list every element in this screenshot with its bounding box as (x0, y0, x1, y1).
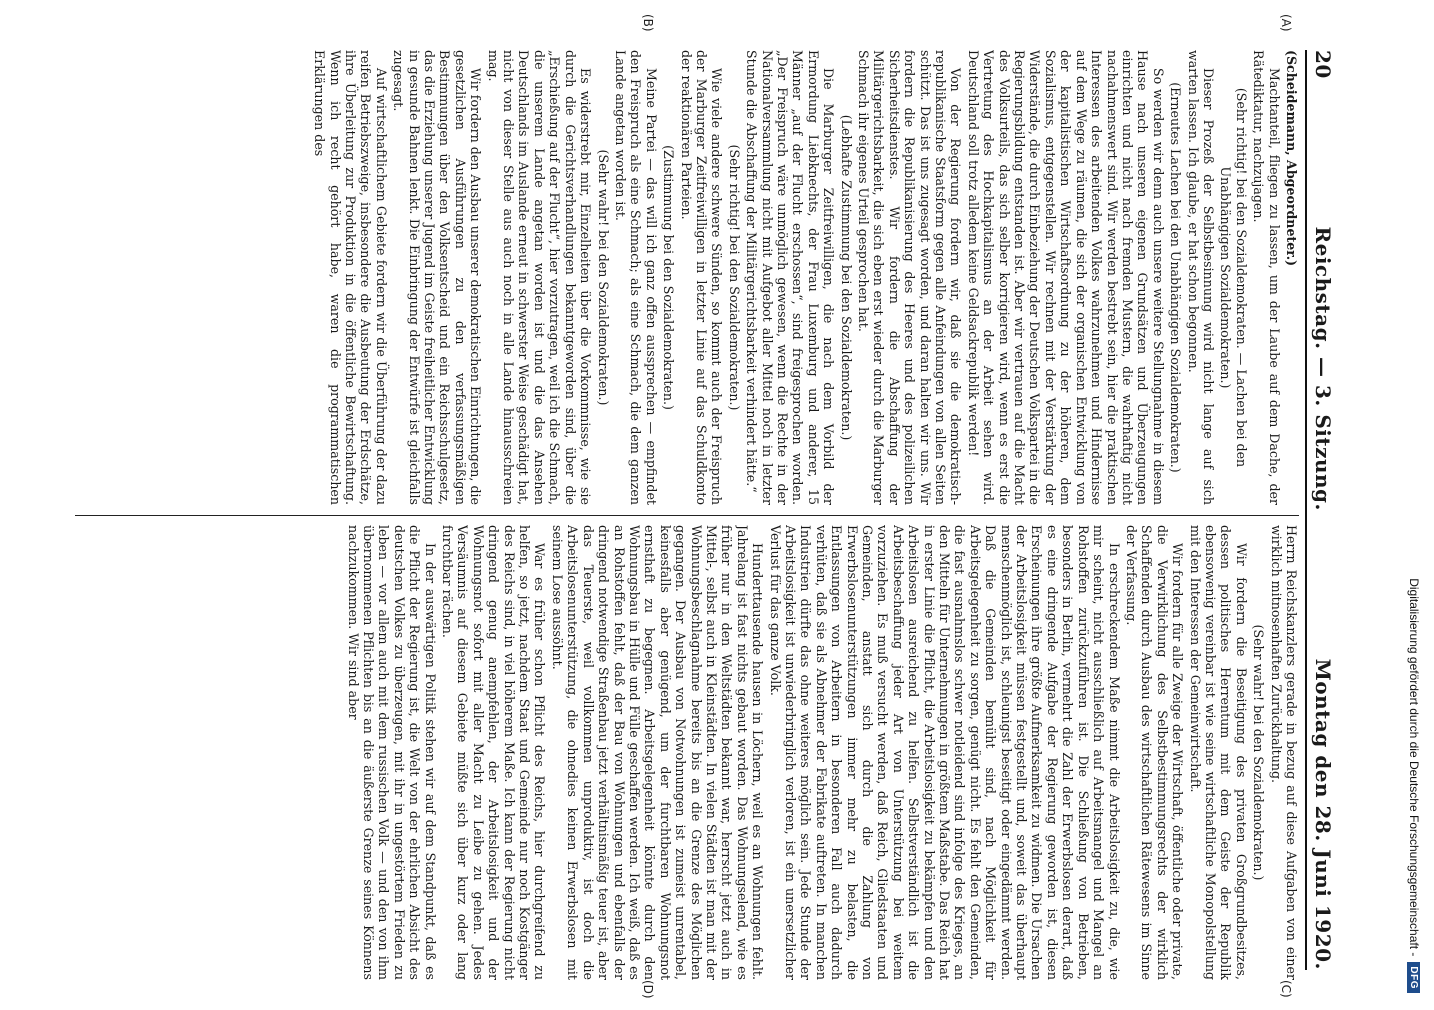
session-date: Montag den 28. Juni 1920. (1311, 658, 1335, 970)
page-number: 20 (1311, 50, 1335, 79)
paragraph: Hunderttausende hausen in Löchern, weil es an Wohnungen fehlt. Jahrelang ist fast nichts gebaut worden. Das Wohnungselend, wie es früher nur in den Weltstädten bekannt war, herrscht jetzt auch in Mittel-, selbst auch in Kleinstädten. In vielen Städten ist man mit der Wohnungsbeschlagnahme bereits bis an die Grenze des Möglichen gegangen. Der Ausbau von Notwohnungen ist zumeist unrentabel, keinesfalls aber genügend, um der furchtbaren Wohnungsnot ernsthaft zu begegnen. Arbeitsgelegenheit könnte durch den Wohnungsbau in Hülle und Fülle geschaffen werden. Ich weiß, daß es an Rohstoffen fehlt, daß der Bau von Wohnungen und ebenfalls der dringend notwendige Straßenbau jetzt verhältnismäßig teuer ist, aber das Teuerste, weil vollkommen unproduktiv, ist doch die Arbeitslosenunterstützung, die ohnedies keinen Erwerbslosen mit seinem Lose aussöhnt. (549, 525, 766, 980)
interjection: (Lebhafte Zustimmung bei den Sozialdemokraten.) (838, 114, 854, 441)
paragraph: Wir fordern die Beseitigung des privaten Großgrundbesitzes, dessen politisches Herrentum mit dem Geiste der Republik ebensowenig vereinbar ist wie seine wirtschaftliche Monopolstellung mit den Interessen der Gemeinwirtschaft. (1187, 525, 1249, 980)
paragraph: Dieser Prozeß der Selbstbesinnung wird nicht lange auf sich warten lassen. Ich glaube, er hat schon begonnen. (1185, 50, 1216, 505)
paragraph: Auf wirtschaftlichem Gebiete fordern wir die Überführung der dazu reifen Betriebszweige, insbesondere die Ausbeutung der Erdschätze, ihre Überleitung zur Produktion in die öffentliche Bewirtschaftung. Wenn ich recht gehört habe, waren die programmatischen Erklärungen des (312, 50, 389, 505)
dfg-logo: DFG (1408, 962, 1421, 993)
interjection: (Sehr richtig! bei den Sozialdemokraten. — Lachen bei den Unabhängigen Sozialdemokraten.) (1218, 87, 1249, 468)
digitization-credit (1404, 8, 1426, 993)
interjection: (Zustimmung bei den Sozialdemokraten.) (661, 145, 677, 410)
margin-marker-a: (A) (1279, 14, 1293, 32)
paragraph: Wie viele andere schwere Sünden, so kommt auch der Freispruch der Marburger Zeitfreiwilligen in letzter Linie auf das Schuldkonto der reaktionären Parteien. (678, 50, 725, 505)
paragraph: In erschreckendem Maße nimmt die Arbeitslosigkeit zu, die, wie mir scheint, nicht ausschließlich auf Arbeitsmangel und Mangel an Rohstoffen zurückzuführen ist. Die Schließung von Betrieben, besonders in Berlin, vermehrt die Zahl der Erwerbslosen derart, daß es eine dringende Aufgabe der Regierung geworden ist, diesen Erscheinungen ihre größte Aufmerksamkeit zu widmen. Die Ursachen der Arbeitslosigkeit müssen festgestellt und, soweit das überhaupt menschenmöglich ist, schleunigst beseitigt oder eingedämmt werden. Daß die Gemeinden bemüht sind, nach Möglichkeit für Arbeitsgelegenheit zu sorgen, genügt nicht. Es fehlt den Gemeinden, die fast ausnahmslos schwer notleidend sind infolge des Krieges, an den Mitteln für Unternehmungen in größtem Maßstabe. Das Reich hat in erster Linie die Pflicht, die Arbeitslosigkeit zu bekämpfen und den Arbeitslosen ausreichend zu helfen. Selbstverständlich ist die Arbeitsbeschaffung jeder Art von Unterstützung bei weitem vorzuziehen. Es muß versucht werden, daß Reich, Gliedstaaten und Gemeinden, anstatt sich durch die Zahlung von Erwerbslosenunterstützungen immer mehr zu belasten, die Entlassungen von Arbeitern in besonderen Fall auch dadurch verhüten, daß sie als Abnehmer der Fabrikate auftreten. In manchen Industrien dürfte das ohne weiteres möglich sein. Jede Stunde der Arbeitslosigkeit ist unwiederbringlich verloren, ist ein unersetzlicher Verlust für das ganze Volk. (767, 525, 1122, 980)
paragraph: So werden wir denn auch unsere weitere Stellungnahme in diesem Hause nach unseren eigenen Grundsätzen und Überzeugungen einrichten und nicht nach fremden Mustern, die wahrhaftig nicht nachahmenswert sind. Wir werden bestrebt sein, hier die praktischen Interessen des arbeitenden Volkes wahrzunehmen und Hindernisse auf dem Wege zu räumen, die sich der organischen Entwicklung von der kapitalistischen Wirtschaftsordnung zu der höheren, dem Sozialismus, entgegenstellen. Wir rechnen mit der Verstärkung der Widerstände, die durch Einbeziehung der Deutschen Volkspartei in die Regierungsbildung entstanden ist. Aber wir vertrauen auf die Macht des Volksurteils, das sich selber korrigieren wird, wenn es erst die Vertretung des Hochkapitalismus an der Arbeit sehen wird. Deutschland soll trotz alledem keine Geldsackrepublik werden! (965, 50, 1166, 505)
document-page (45, 10, 1345, 1010)
paragraph: Es widerstrebt mir, Einzelheiten über die Vorkommnisse, wie sie durch die Gerichtsverhandlungen bekanntgeworden sind, über die „Erschießung auf der Flucht“, hier vorzutragen, weil ich die Schmach, die unserem Lande angetan worden ist und die das Ansehen Deutschlands im Auslande erneut in schwerster Weise geschädigt hat, nicht von dieser Stelle aus auch noch in alle Lande hinausschreien mag. (485, 50, 594, 505)
paragraph: Herrn Reichskanzlers gerade in bezug auf diese Aufgaben von einer wirklich mitnosenhaften Zurückhaltung. (1268, 525, 1299, 980)
paragraph: Von der Regierung fordern wir, daß sie die demokratisch-republikanische Staatsform gegen alle Anfeindungen von allen Seiten schützt. Das ist uns zugesagt worden, und daran halten wir uns. Wir fordern die Republikanisierung des Heeres und des polizeilichen Sicherheitsdienstes. Wir fordern die Abschaffung der Militärgerichtsbarkeit, die sich eben erst wieder durch die Marburger Schmach ihr eigenes Urteil gesprochen hat. (856, 50, 964, 505)
paragraph: Die Marburger Zeitfreiwilligen, die nach dem Vorbild der Ermordung Liebknechts, der Frau Luxemburg und anderer, 15 Männer „auf der Flucht erschossen“, sind freigesprochen worden. „Der Freispruch wäre unmöglich gewesen, wenn die Rechte in der Nationalversammlung nicht mit Aufgebot aller Mittel noch in letzter Stunde die Abschaffung der Militärgerichtsbarkeit verhindert hätte.“ (744, 50, 837, 505)
paragraph: Wir fordern für alle Zweige der Wirtschaft, öffentliche oder private, die Verwirklichung des Selbstbestimmungsrechts der wirklich Schaffenden durch Ausbau des wirtschaftlichen Rätewesens im Sinne der Verfassung. (1123, 525, 1186, 980)
margin-marker-c: (C) (1279, 980, 1293, 998)
margin-marker-d: (D) (641, 980, 655, 999)
column-divider (75, 515, 1299, 516)
page-header (1305, 50, 1339, 970)
session-title: Reichstag. — 3. Sitzung. (1311, 226, 1335, 511)
right-text-column (75, 525, 1299, 980)
left-text-column (75, 50, 1299, 505)
interjection: (Sehr wahr! bei den Sozialdemokraten.) (595, 149, 611, 406)
interjection: (Sehr richtig! bei den Sozialdemokraten.) (726, 144, 742, 411)
interjection: (Erneutes Lachen bei den Unabhängigen Sozialdemokraten.) (1168, 82, 1184, 473)
paragraph: Meine Partei — das will ich ganz offen aussprechen — empfindet den Freispruch als eine Schmach; als eine Schmach, die dem ganzen Lande angetan worden ist. (612, 50, 659, 505)
speaker-label: (Scheidemann, Abgeordneter.) (1284, 50, 1299, 267)
margin-marker-b: (B) (641, 14, 655, 32)
paragraph: Machtanteil, fliegen zu lassen, um der Laube auf dem Dache, der Rätediktatur, nachzujagen. (1251, 50, 1282, 505)
paragraph: Wir fordern den Ausbau unserer demokratischen Einrichtungen, die gesetzlichen Ausführungen zu den verfassungsmäßigen Bestimmungen über den Volksentscheid und ein Reichsschulgesetz, das die Erziehung unserer Jugend im Geiste freiheitlicher Entwicklung in gesunde Bahnen lenkt. Die Einbringung der Entwürfe ist gleichfalls zugesagt. (391, 50, 484, 505)
paragraph: In der auswärtigen Politik stehen wir auf dem Standpunkt, daß es die Pflicht der Regierung ist, die Welt von der ehrlichen Absicht des deutschen Volkes zu überzeugen, mit ihr in ungestörtem Frieden zu leben — vor allem auch mit dem russischen Volk — und den von ihm übernommenen Pflichten bis an die äußerste Grenze seines Könnens nachzukommen. Wir sind aber (345, 525, 438, 980)
paragraph: War es früher schon Pflicht des Reichs, hier durchgreifend zu helfen, so jetzt, nachdem Staat und Gemeinde nur noch Kostgänger des Reichs sind, in viel höherem Maße. Ich kann der Regierung nicht dringend genug anempfehlen, der Arbeitslosigkeit und der Wohnungsnot sofort mit aller Macht zu Leibe zu gehen. Jedes Versäumnis auf diesem Gebiete müßte sich über kurz oder lang furchtbar rächen. (440, 525, 548, 980)
interjection: (Sehr wahr! bei den Sozialdemokraten.) (1251, 624, 1267, 881)
credit-text: Digitalisierung gefördert durch die Deutsche Forschungsgemeinschaft - (1407, 578, 1421, 957)
